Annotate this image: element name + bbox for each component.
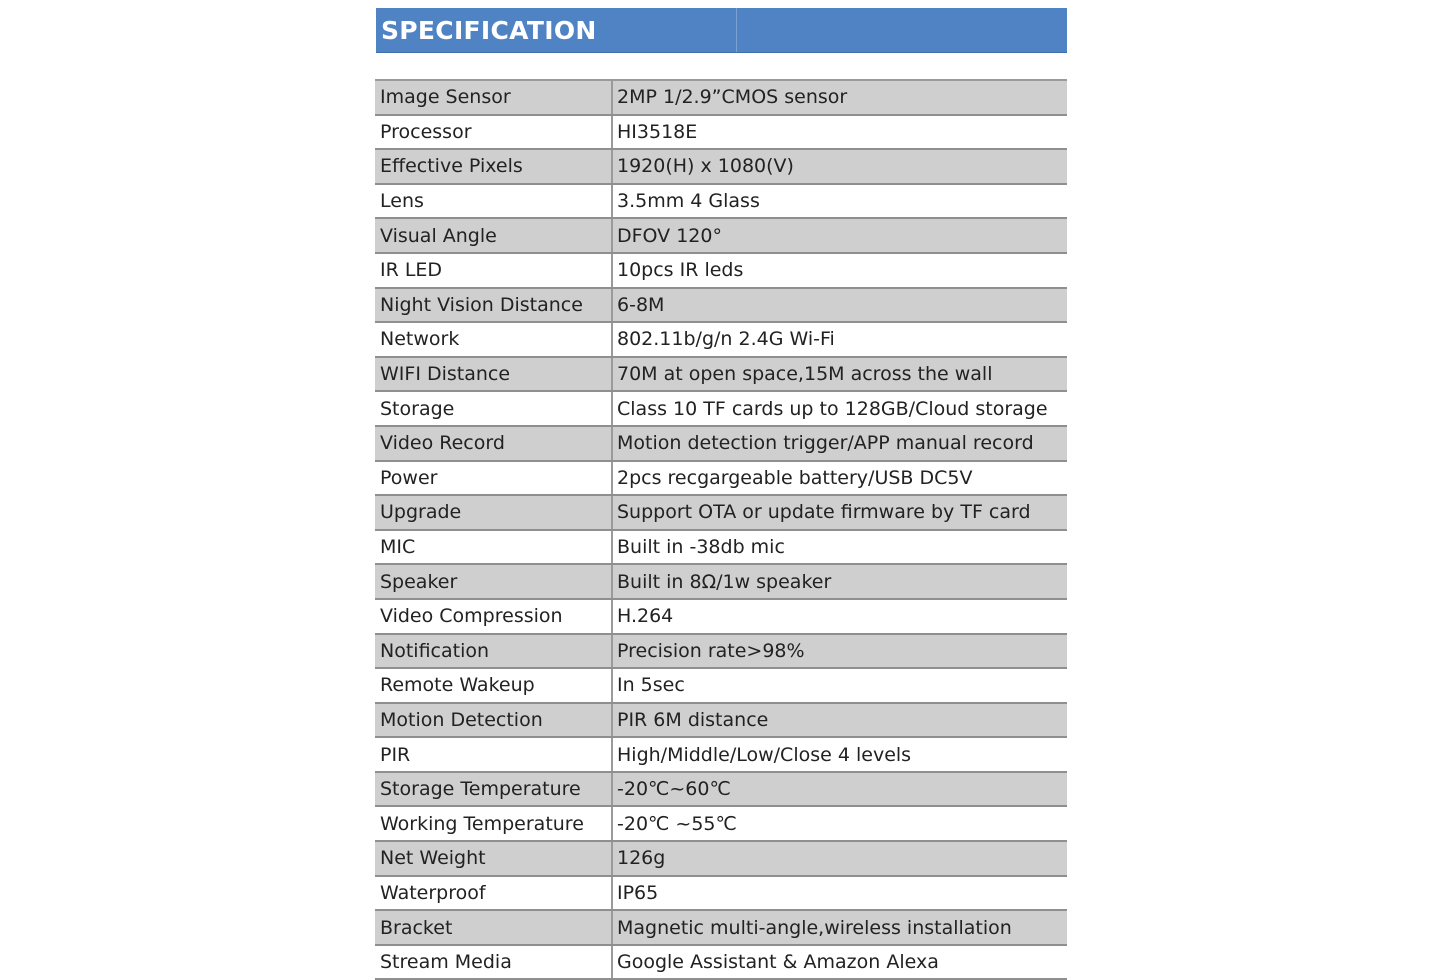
spec-label: Image Sensor bbox=[375, 81, 613, 114]
spec-label: Night Vision Distance bbox=[375, 289, 613, 322]
spec-value: Support OTA or update firmware by TF card bbox=[617, 501, 1031, 524]
spec-label: Net Weight bbox=[375, 842, 613, 875]
spec-label: Visual Angle bbox=[375, 219, 613, 252]
table-row bbox=[375, 427, 1067, 462]
spec-label: Notification bbox=[375, 635, 613, 668]
spec-label: Upgrade bbox=[375, 496, 613, 529]
spec-table bbox=[375, 79, 1067, 980]
spec-value: Precision rate>98% bbox=[617, 639, 805, 662]
spec-value: 2MP 1/2.9”CMOS sensor bbox=[617, 86, 848, 109]
spec-label: Video Compression bbox=[375, 600, 613, 633]
table-row bbox=[375, 600, 1067, 635]
spec-label: Lens bbox=[375, 185, 613, 218]
spec-label: Working Temperature bbox=[375, 807, 613, 840]
spec-value: 10pcs IR leds bbox=[617, 259, 744, 282]
table-row bbox=[375, 807, 1067, 842]
table-row bbox=[375, 842, 1067, 877]
spec-value: 2pcs recgargeable battery/USB DC5V bbox=[617, 466, 973, 489]
spec-value: 802.11b/g/n 2.4G Wi-Fi bbox=[617, 328, 835, 351]
spec-label: Remote Wakeup bbox=[375, 669, 613, 702]
table-row bbox=[375, 81, 1067, 116]
spec-value: High/Middle/Low/Close 4 levels bbox=[617, 743, 912, 766]
spec-value: Class 10 TF cards up to 128GB/Cloud storage bbox=[617, 397, 1048, 420]
table-row bbox=[375, 738, 1067, 773]
spec-label: WIFI Distance bbox=[375, 358, 613, 391]
spec-label: PIR bbox=[375, 738, 613, 771]
table-row bbox=[375, 150, 1067, 185]
spec-value: Magnetic multi-angle,wireless installation bbox=[617, 916, 1012, 939]
spec-value: DFOV 120° bbox=[617, 224, 722, 247]
page-title: SPECIFICATION bbox=[381, 16, 597, 45]
specification-header bbox=[376, 8, 1067, 53]
table-row bbox=[375, 635, 1067, 670]
table-row bbox=[375, 254, 1067, 289]
spec-label: Waterproof bbox=[375, 877, 613, 910]
table-row bbox=[375, 219, 1067, 254]
table-row bbox=[375, 358, 1067, 393]
table-row bbox=[375, 462, 1067, 497]
table-row bbox=[375, 877, 1067, 912]
spec-value: Motion detection trigger/APP manual record bbox=[617, 432, 1034, 455]
table-row bbox=[375, 185, 1067, 220]
spec-value: 3.5mm 4 Glass bbox=[617, 190, 760, 213]
spec-label: Storage Temperature bbox=[375, 773, 613, 806]
table-row bbox=[375, 946, 1067, 980]
spec-label: Effective Pixels bbox=[375, 150, 613, 183]
spec-label: Network bbox=[375, 323, 613, 356]
table-row bbox=[375, 289, 1067, 324]
table-row bbox=[375, 704, 1067, 739]
spec-value: -20℃~60℃ bbox=[617, 778, 731, 801]
spec-value: 126g bbox=[617, 847, 666, 870]
spec-label: Video Record bbox=[375, 427, 613, 460]
spec-label: Speaker bbox=[375, 565, 613, 598]
spec-label: Processor bbox=[375, 116, 613, 149]
spec-value: PIR 6M distance bbox=[617, 708, 769, 731]
table-row bbox=[375, 669, 1067, 704]
table-row bbox=[375, 323, 1067, 358]
table-row bbox=[375, 392, 1067, 427]
spec-label: Power bbox=[375, 462, 613, 495]
spec-label: MIC bbox=[375, 531, 613, 564]
spec-label: IR LED bbox=[375, 254, 613, 287]
spec-label: Motion Detection bbox=[375, 704, 613, 737]
table-row bbox=[375, 773, 1067, 808]
spec-label: Bracket bbox=[375, 911, 613, 944]
spec-value: 1920(H) x 1080(V) bbox=[617, 155, 794, 178]
table-row bbox=[375, 565, 1067, 600]
table-row bbox=[375, 496, 1067, 531]
spec-label: Storage bbox=[375, 392, 613, 425]
spec-value: 70M at open space,15M across the wall bbox=[617, 363, 993, 386]
spec-value: 6-8M bbox=[617, 293, 665, 316]
table-row bbox=[375, 911, 1067, 946]
table-row bbox=[375, 116, 1067, 151]
spec-value: HI3518E bbox=[617, 120, 698, 143]
spec-value: -20℃ ~55℃ bbox=[617, 812, 737, 835]
spec-value: H.264 bbox=[617, 605, 674, 628]
spec-label: Stream Media bbox=[375, 946, 613, 979]
spec-value: Google Assistant & Amazon Alexa bbox=[617, 951, 939, 974]
spec-value: IP65 bbox=[617, 881, 659, 904]
spec-value: Built in -38db mic bbox=[617, 536, 785, 559]
spec-value: Built in 8Ω/1w speaker bbox=[617, 570, 832, 593]
table-row bbox=[375, 531, 1067, 566]
spec-value: In 5sec bbox=[617, 674, 685, 697]
